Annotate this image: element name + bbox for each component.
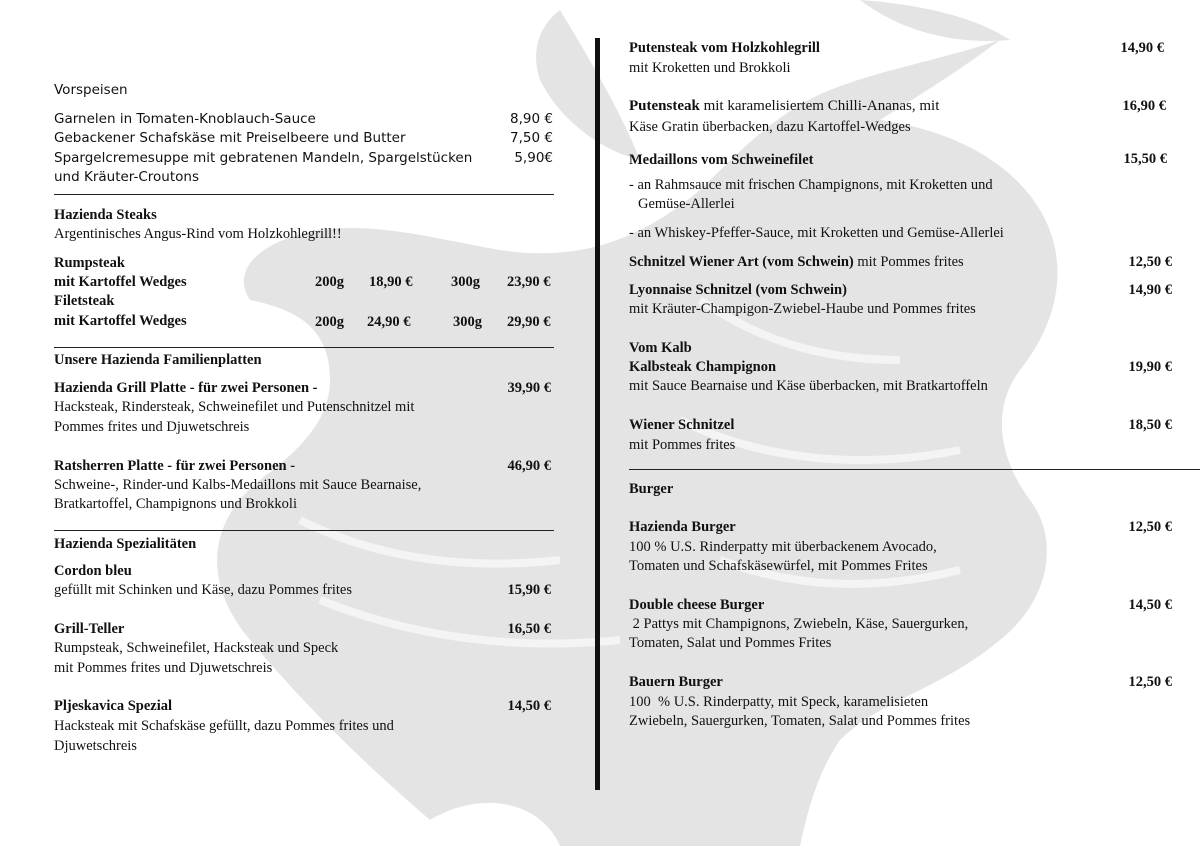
menu-item-name-bold: Putensteak: [629, 98, 700, 114]
steak-weight: 300g: [453, 314, 482, 330]
menu-item-desc: Bratkartoffel, Champignons und Brokkoli: [54, 496, 297, 512]
menu-item-name: Ratsherren Platte - für zwei Personen -: [54, 458, 296, 474]
menu-item-name: Bauern Burger: [629, 674, 723, 690]
menu-item-price: 5,90€: [514, 150, 553, 166]
menu-item-price: 18,50 €: [1128, 417, 1172, 433]
menu-item-desc: Tomaten, Salat und Pommes Frites: [629, 635, 832, 651]
menu-item-desc: Djuwetschreis: [54, 738, 137, 754]
menu-item-price: 14,90 €: [1120, 40, 1164, 56]
menu-item-desc: Hacksteak, Rindersteak, Schweinefilet und Putenschnitzel mit: [54, 399, 415, 415]
menu-item-name: [629, 253, 964, 272]
menu-item-desc: 100 % U.S. Rinderpatty mit überbackenem Avocado,: [629, 539, 937, 555]
menu-item-price: 15,50 €: [1123, 151, 1167, 167]
menu-item-name: Spargelcremesuppe mit gebratenen Mandeln, Spargelstücken: [54, 150, 473, 166]
menu-item-name: Garnelen in Tomaten-Knoblauch-Sauce: [54, 111, 316, 127]
steak-side: mit Kartoffel Wedges: [54, 313, 187, 329]
steak-side: mit Kartoffel Wedges: [54, 274, 187, 290]
menu-item-price: 14,50 €: [507, 698, 551, 714]
section-subtitle: Argentinisches Angus-Rind vom Holzkohlegrill!!: [54, 226, 342, 242]
menu-item-price: 7,50 €: [510, 130, 553, 146]
menu-item-name: [629, 97, 939, 116]
steak-weight: 300g: [451, 274, 480, 290]
menu-item-name-cont: und Kräuter-Croutons: [54, 169, 199, 185]
menu-item-desc: Hacksteak mit Schafskäse gefüllt, dazu Pommes frites und: [54, 718, 394, 734]
steak-price: 18,90 €: [369, 274, 413, 290]
steak-price: 24,90 €: [367, 314, 411, 330]
menu-item-name: Hazienda Grill Platte - für zwei Personen -: [54, 380, 318, 396]
menu-item-price: 15,90 €: [507, 582, 551, 598]
steak-weight: 200g: [315, 274, 344, 290]
menu-item-desc: Tomaten und Schafskäsewürfel, mit Pommes Frites: [629, 558, 928, 574]
section-title-steaks: Hazienda Steaks: [54, 207, 157, 223]
steak-weight: 200g: [315, 314, 344, 330]
menu-item-name: Gebackener Schafskäse mit Preiselbeere und Butter: [54, 130, 406, 146]
menu-item-desc: Rumpsteak, Schweinefilet, Hacksteak und Speck: [54, 640, 339, 656]
menu-item-price: 16,90 €: [1122, 98, 1166, 114]
menu-item-option: - an Whiskey-Pfeffer-Sauce, mit Kroketten und Gemüse-Allerlei: [629, 225, 1004, 241]
menu-item-desc: 2 Pattys mit Champignons, Zwiebeln, Käse, Sauergurken,: [629, 616, 969, 632]
menu-item-price: 8,90 €: [510, 111, 553, 127]
menu-item-desc: mit Kräuter-Champigon-Zwiebel-Haube und Pommes frites: [629, 301, 976, 317]
section-title-burger: Burger: [629, 481, 674, 497]
menu-item-desc: mit Sauce Bearnaise und Käse überbacken, mit Bratkartoffeln: [629, 378, 988, 394]
menu-item-name-bold: Schnitzel Wiener Art (vom Schwein): [629, 254, 854, 270]
menu-item-desc: Zwiebeln, Sauergurken, Tomaten, Salat und Pommes frites: [629, 713, 971, 729]
menu-item-desc: mit Pommes frites: [629, 437, 736, 453]
steak-name: Filetsteak: [54, 293, 115, 309]
menu-item-price: 14,50 €: [1128, 597, 1172, 613]
menu-item-name: Putensteak vom Holzkohlegrill: [629, 40, 820, 56]
section-title-kalb: Vom Kalb: [629, 340, 692, 356]
menu-item-desc: Pommes frites und Djuwetschreis: [54, 419, 250, 435]
menu-item-name: Medaillons vom Schweinefilet: [629, 152, 814, 168]
menu-item-price: 14,90 €: [1128, 282, 1172, 298]
menu-item-option-cont: Gemüse-Allerlei: [638, 196, 735, 212]
steak-name: Rumpsteak: [54, 255, 125, 271]
divider: [54, 530, 554, 531]
menu-item-name: Lyonnaise Schnitzel (vom Schwein): [629, 282, 847, 298]
section-title-spezial: Hazienda Spezialitäten: [54, 536, 197, 552]
menu-item-desc: Schweine-, Rinder-und Kalbs-Medaillons mit Sauce Bearnaise,: [54, 477, 422, 493]
section-title-platten: Unsere Hazienda Familienplatten: [54, 352, 262, 368]
menu-item-price: 46,90 €: [507, 458, 551, 474]
menu-item-option: - an Rahmsauce mit frischen Champignons, mit Kroketten und: [629, 177, 993, 193]
menu-item-desc: mit Pommes frites und Djuwetschreis: [54, 660, 273, 676]
divider: [54, 194, 554, 195]
menu-item-price: 12,50 €: [1128, 519, 1172, 535]
menu-item-desc: mit Kroketten und Brokkoli: [629, 60, 791, 76]
menu-item-price: 19,90 €: [1128, 359, 1172, 375]
menu-item-name: Kalbsteak Champignon: [629, 359, 777, 375]
menu-item-name: Grill-Teller: [54, 621, 125, 637]
divider: [629, 469, 1200, 470]
divider: [54, 347, 554, 348]
section-title-vorspeisen: Vorspeisen: [54, 82, 128, 98]
menu-item-price: 39,90 €: [507, 380, 551, 396]
menu-item-price: 16,50 €: [507, 621, 551, 637]
steak-price: 29,90 €: [507, 314, 551, 330]
menu-item-name-rest: mit Pommes frites: [853, 254, 964, 270]
menu-item-name-rest: mit karamelisiertem Chilli-Ananas, mit: [699, 98, 940, 114]
menu-item-name: Cordon bleu: [54, 563, 132, 579]
menu-item-name: Hazienda Burger: [629, 519, 736, 535]
menu-item-desc: 100 % U.S. Rinderpatty, mit Speck, karamelisieten: [629, 694, 929, 710]
menu-item-desc: Käse Gratin überbacken, dazu Kartoffel-Wedges: [629, 119, 911, 135]
menu-item-price: 12,50 €: [1128, 674, 1172, 690]
column-divider: [595, 38, 600, 790]
menu-item-price: 12,50 €: [1128, 254, 1172, 270]
menu-item-name: Wiener Schnitzel: [629, 417, 735, 433]
steak-price: 23,90 €: [507, 274, 551, 290]
menu-item-name: Double cheese Burger: [629, 597, 765, 613]
menu-item-desc: gefüllt mit Schinken und Käse, dazu Pommes frites: [54, 582, 353, 598]
menu-item-name: Pljeskavica Spezial: [54, 698, 173, 714]
